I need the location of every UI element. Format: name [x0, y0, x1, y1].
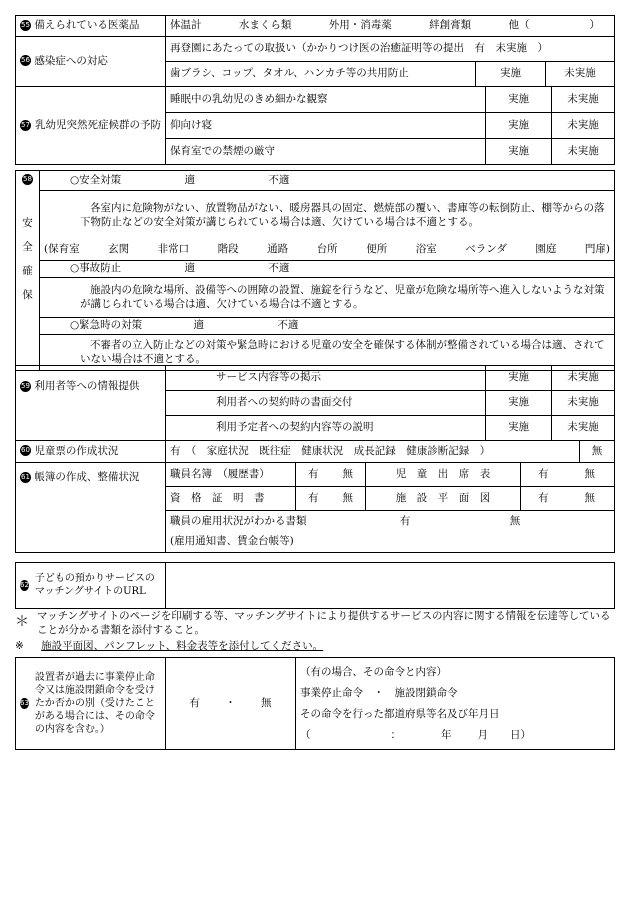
readmission-line: 再登園にあたっての取扱い（かかりつけ医の治癒証明等の提出 有 未実施 ）: [166, 37, 615, 62]
row-55-table: [15, 15, 615, 37]
order-details: （有の場合、その命令と内容） 事業停止命令 ・ 施設閉鎖命令 その命令を行った都道府県等名及び年月日 （ ： 年 月 日）: [296, 658, 615, 750]
row-61-label: 61 帳簿の作成、整備状況: [16, 463, 166, 553]
order-yes-no: 有 ・ 無: [166, 658, 296, 750]
note-attachments: ※ 施設平面図、パンフレット、料金表等を添付してください。: [15, 640, 324, 652]
row-56-label: 56 感染症への対応: [16, 37, 166, 87]
row-61-table: 61 帳簿の作成、整備状況 職員名簿 （履歴書） 有 無 児 童 出 席 表 有 無 資 格 証 明 書 有 無 施 設 平 面 図 有 無 職員の雇用状況がわかる書類 有 無 (雇用通知書、賃金台帳等): [15, 462, 615, 553]
row-59-table: 59 利用者等への情報提供 サービス内容等の掲示 実施 未実施 利用者への契約時の書面交付 実施 未実施 利用予定者への契約内容等の説明 実施 未実施: [15, 365, 615, 441]
medicine-list: 体温計 水まくら類 外用・消毒薬 絆創膏類 他（ ）: [166, 16, 615, 37]
row-63-table: [15, 657, 615, 750]
row-62-table: [15, 562, 615, 609]
row-62-label: 62 子どもの預かりサービスのマッチングサイトのURL: [16, 563, 166, 609]
matching-site-url-field[interactable]: [166, 563, 615, 609]
number-icon: 55: [21, 20, 30, 29]
row-56-table: 56 感染症への対応 再登園にあたっての取扱い（かかりつけ医の治癒証明等の提出 有 未実施 ） 歯ブラシ、コップ、タオル、ハンカチ等の共用防止 実施 未実施: [15, 36, 615, 87]
row-58-table: 58 安 全 確 保 ○安全対策 適 不適 各室内に危険物がない、放置物品がない、暖房器具の固定、燃焼部の覆い、書庫等の転倒防止、棚等からの落下物防止などの安全対策が講じられている場合は適、欠けている場合は不適とする。 (保育室 玄関 非常口 階段 通路 台所 便所 浴室 ベランダ 園庭 門扉) ○事故防止 適 不適 施設内の危険な場所、設備等への囲障の設置、施錠を行うなど、児童が危険な場所等へ進入しないような対策が講じられている場合は適、欠けている場合は不適とする。 ○緊急時の対策 適 不適 不審者の立入防止などの対策や緊急時における児童の安全を確保する体制が整備されている場合は適、されていない場合は不適とする。: [15, 170, 615, 371]
accident-prevention-header: ○事故防止 適 不適: [40, 261, 615, 278]
row-59-label: 59 利用者等への情報提供: [16, 366, 166, 441]
employment-docs: 職員の雇用状況がわかる書類 有 無: [166, 511, 615, 533]
row-60-label: 60 児童票の作成状況: [16, 441, 166, 463]
row-55-label: 55 備えられている医薬品: [16, 16, 166, 37]
emergency-header: ○緊急時の対策 適 不適: [40, 318, 615, 335]
room-list: (保育室 玄関 非常口 階段 通路 台所 便所 浴室 ベランダ 園庭 門扉): [40, 241, 615, 261]
row-63-label: 63 設置者が過去に事業停止命令又は施設閉鎖命令を受けたか否かの別（受けたことがある場合には、その命令の内容を含む。）: [16, 658, 166, 750]
shared-items-line: 歯ブラシ、コップ、タオル、ハンカチ等の共用防止: [166, 62, 476, 87]
row-57-label: 57 乳幼児突然死症候群の予防: [16, 87, 166, 165]
safety-side-label: 58 安 全 確 保: [16, 171, 40, 371]
row-57-table: 57 乳幼児突然死症候群の予防 睡眠中の乳幼児のきめ細かな観察 実施 未実施 仰向け寝 実施 未実施 保育室での禁煙の厳守 実施 未実施: [15, 86, 615, 165]
row-60-table: 60 児童票の作成状況 有 （ 家庭状況 既往症 健康状況 成長記録 健康診断記録 ） 無: [15, 440, 615, 463]
note-matching-site: ＊ マッチングサイトのページを印刷する等、マッチングサイトにより提供するサービスの内容に関する情報を伝達等していることが分かる書類を添付すること。: [15, 610, 611, 637]
safety-measures-header: ○安全対策 適 不適: [40, 171, 615, 191]
